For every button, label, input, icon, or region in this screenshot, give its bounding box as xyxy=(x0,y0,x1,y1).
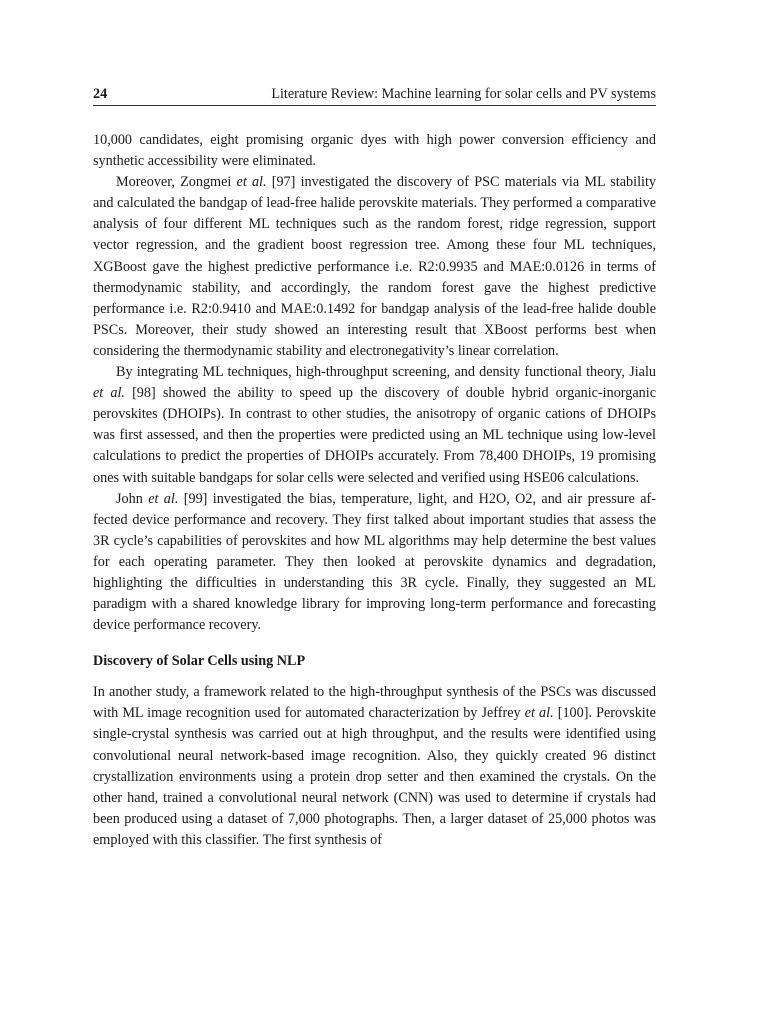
paragraph-2 xyxy=(93,172,656,362)
paragraph-1-text: 10,000 candidates, eight promising organic dyes with high power conversion efficiency and synthetic accessibility were eliminated. xyxy=(93,132,656,170)
section-heading: Discovery of Solar Cells using NLP xyxy=(93,653,306,670)
paragraph-5-body: [100]. Perovskite single-crystal synthesis was carried out at high throughput, and the results were identified using convolutional neural network-based image recognition. Also, they quickly created 96 distinct crystallization environments using a protein drop setter and then examined the crystals. On the other hand, trained a convolutional neural network (CNN) was used to determine if crystals had been produced using a dataset of 7,000 photographs. Then, a larger dataset of 25,000 photos was employed with this classifier. The first synthesis of xyxy=(93,705,656,848)
paragraph-1 xyxy=(93,130,656,172)
paragraph-2-lead: Moreover, Zongmei xyxy=(116,174,237,191)
paragraph-3-lead: By integrating ML techniques, high-throughput screening, and density functional theory, Jialu xyxy=(116,364,656,381)
running-header xyxy=(93,84,656,106)
paragraph-4-lead: John xyxy=(116,490,149,507)
paragraph-3-body: [98] showed the ability to speed up the discovery of double hybrid organic-inorganic perovskites (DHOIPs). In contrast to other studies, the anisotropy of organic cations of DHOIPs was first assessed, and then the properties were predicted using an ML technique using low-level calculations to predict the properties of DHOIPs accurately. From 78,400 DHOIPs, 19 promising ones with suitable bandgaps for solar cells were selected and verified using HSE06 calculations. xyxy=(93,385,656,486)
body-text xyxy=(93,130,656,851)
paragraph-4 xyxy=(93,489,656,637)
paragraph-5-lead: In another study, a framework related to the high-throughput synthesis of the PSCs was discussed with ML image recognition used for automated characterization by Jeffrey xyxy=(93,684,656,722)
paragraph-4-body: [99] investigated the bias, temperature, light, and H2O, O2, and air pressure affected device performance and recovery. They first talked about important studies that assess the 3R cycle’s capabilities of perovskites and how ML algorithms may help determine the best values for each operating parameter. They then looked at perovskite dynamics and degradation, highlighting the difficulties in understanding this 3R cycle. Finally, they suggested an ML paradigm with a shared knowledge library for improving long-term performance and forecasting device performance recovery. xyxy=(93,490,656,634)
et-al-citation: et al. xyxy=(524,705,554,722)
paragraph-3 xyxy=(93,362,656,489)
paragraph-5 xyxy=(93,682,656,851)
et-al-citation: et al. xyxy=(148,490,179,507)
page-number: 24 xyxy=(93,86,108,102)
running-title: Literature Review: Machine learning for solar cells and PV systems xyxy=(271,86,656,102)
et-al-citation: et al. xyxy=(236,174,267,191)
et-al-citation: et al. xyxy=(93,385,125,402)
paragraph-2-body: [97] investigated the discovery of PSC materials via ML stability and calculated the bandgap of lead-free halide perovskite materials. They performed a comparative analysis of four different ML techniques such as the random forest, ridge regression, support vector regression, and the gradient boost regression tree. Among these four ML techniques, XGBoost gave the highest predictive performance i.e. R2:0.9935 and MAE:0.0126 in terms of thermodynamic stability, and accordingly, the random forest gave the highest predictive performance i.e. R2:0.9410 and MAE:0.1492 for bandgap analysis of the lead-free halide double PSCs. Moreover, their study showed an interesting result that XBoost performs best when considering the thermodynamic stability and electronegativity’s linear correlation. xyxy=(93,174,656,359)
